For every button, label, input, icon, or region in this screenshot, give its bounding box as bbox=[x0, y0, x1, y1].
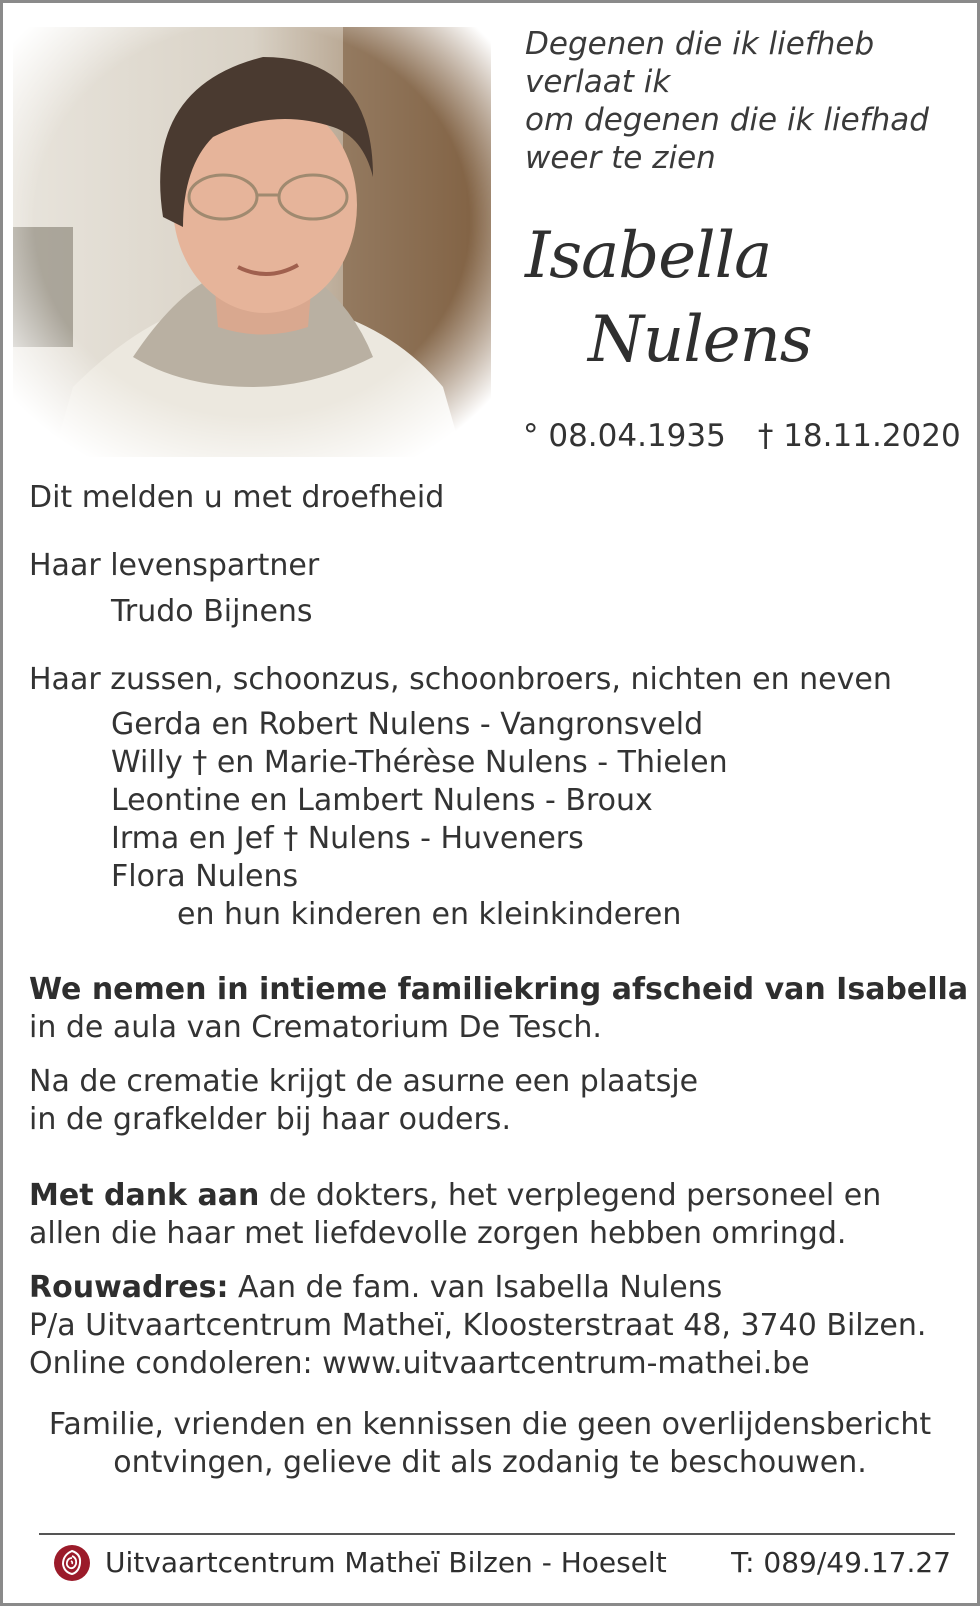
announcement: Dit melden u met droefheid bbox=[29, 480, 445, 515]
poem-line: weer te zien bbox=[525, 140, 716, 176]
life-dates bbox=[523, 418, 961, 454]
poem bbox=[525, 25, 929, 177]
death-date: † 18.11.2020 bbox=[757, 418, 961, 454]
family-descendants: en hun kinderen en kleinkinderen bbox=[177, 897, 682, 932]
portrait-photo bbox=[13, 27, 491, 457]
family-member: Flora Nulens bbox=[111, 859, 299, 894]
footer-divider bbox=[39, 1533, 955, 1535]
farewell-heading: We nemen in intieme familiekring afscheid van Isabella bbox=[29, 972, 969, 1007]
address-label: Rouwadres: bbox=[29, 1270, 229, 1305]
thanks-text: de dokters, het verplegend personeel en bbox=[259, 1178, 882, 1213]
thanks-line-2: allen die haar met liefdevolle zorgen hebben omringd. bbox=[29, 1216, 847, 1251]
partner-heading: Haar levenspartner bbox=[29, 548, 320, 583]
thanks-label: Met dank aan bbox=[29, 1178, 260, 1213]
thanks-line bbox=[29, 1177, 881, 1215]
rose-logo-icon bbox=[53, 1544, 91, 1582]
notice-line: Familie, vrienden en kennissen die geen overlijdensbericht bbox=[48, 1407, 932, 1442]
funeral-home-name: Uitvaartcentrum Matheï Bilzen - Hoeselt bbox=[105, 1546, 667, 1579]
family-member: Gerda en Robert Nulens - Vangronsveld bbox=[111, 707, 704, 742]
family-member: Willy † en Marie-Thérèse Nulens - Thielen bbox=[111, 745, 728, 780]
poem-line: verlaat ik bbox=[525, 64, 671, 100]
online-condolence: Online condoleren: www.uitvaartcentrum-mathei.be bbox=[29, 1346, 810, 1381]
address-line bbox=[29, 1269, 722, 1307]
family-member: Irma en Jef † Nulens - Huveners bbox=[111, 821, 584, 856]
poem-line: om degenen die ik liefhad bbox=[525, 102, 929, 138]
farewell-location: in de aula van Crematorium De Tesch. bbox=[29, 1010, 602, 1045]
partner-name: Trudo Bijnens bbox=[111, 594, 313, 629]
family-member: Leontine en Lambert Nulens - Broux bbox=[111, 783, 653, 818]
funeral-home-phone: T: 089/49.17.27 bbox=[731, 1546, 951, 1579]
first-name: Isabella bbox=[525, 219, 772, 293]
urn-note: Na de crematie krijgt de asurne een plaatsje bbox=[29, 1064, 699, 1099]
poem-line: Degenen die ik liefheb bbox=[525, 26, 875, 62]
family-heading: Haar zussen, schoonzus, schoonbroers, nichten en neven bbox=[29, 662, 892, 697]
address-line-2: P/a Uitvaartcentrum Matheï, Kloosterstraat 48, 3740 Bilzen. bbox=[29, 1308, 927, 1343]
last-name: Nulens bbox=[588, 303, 812, 377]
urn-note-2: in de grafkelder bij haar ouders. bbox=[29, 1102, 511, 1137]
address-text: Aan de fam. van Isabella Nulens bbox=[228, 1270, 723, 1305]
notice-line-2: ontvingen, gelieve dit als zodanig te beschouwen. bbox=[113, 1445, 867, 1480]
birth-date: ° 08.04.1935 bbox=[523, 418, 726, 454]
